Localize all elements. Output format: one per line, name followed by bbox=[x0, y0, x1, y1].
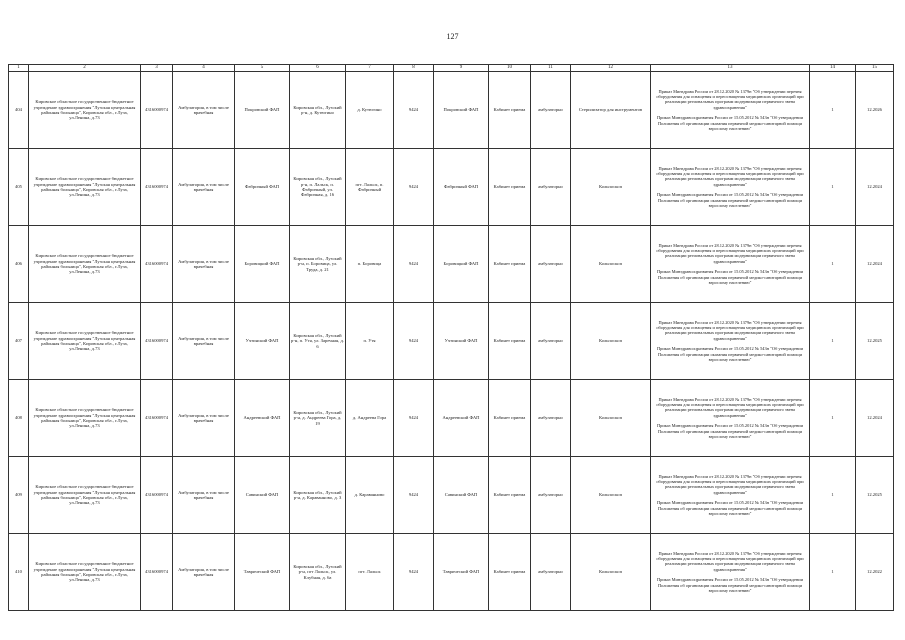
address-cell: Кировская обл., Лузский р-н, п. Утя, ул. Заречная, д. 6 bbox=[290, 303, 346, 380]
address-cell: Кировская обл., Лузский р-н, д. Андреева Гора, д. 19 bbox=[290, 380, 346, 457]
facility-type-cell: Амбулатория, в том числе врачебная bbox=[173, 534, 235, 611]
row-number: 406 bbox=[9, 226, 29, 303]
row-number: 408 bbox=[9, 380, 29, 457]
table-row bbox=[9, 149, 894, 226]
deadline-cell: 12.2022 bbox=[856, 534, 894, 611]
organization-cell: Кировское областное государственное бюджетное учреждение здравоохранения "Лузская центральная районная больница", Кировская обл., г.Луза, ул.Ленина, д.73 bbox=[29, 457, 141, 534]
inn-cell: 4316000974 bbox=[141, 149, 173, 226]
quantity-cell: 1 bbox=[810, 303, 856, 380]
inn-cell: 4316000974 bbox=[141, 226, 173, 303]
address-cell: Кировская обл., Лузский р-н, п. Лальск, п. Фабричный, ул. Фабричная, д. 16 bbox=[290, 149, 346, 226]
code-cell: 9424 bbox=[394, 380, 434, 457]
legal-basis-order-1379n: Приказ Минздрава России от 28.12.2020 № 1379н "Об утверждении перечня оборудования для оснащения и переоснащения медицинских организаций при реализации региональных программ модернизации первичного звена здравоохранения" bbox=[656, 88, 804, 110]
row-number: 410 bbox=[9, 534, 29, 611]
legal-basis-order-1379n: Приказ Минздрава России от 28.12.2020 № 1379н "Об утверждении перечня оборудования для оснащения и переоснащения медицинских организаций при реализации региональных программ модернизации первичного звена здравоохранения" bbox=[656, 165, 804, 187]
subunit-cell: Андреевский ФАП bbox=[434, 380, 489, 457]
column-header: 4 bbox=[173, 65, 235, 72]
organization-cell: Кировское областное государственное бюджетное учреждение здравоохранения "Лузская центральная районная больница", Кировская обл., г.Луза, ул.Ленина, д.73 bbox=[29, 303, 141, 380]
care-type-cell: амбулаторно bbox=[531, 226, 571, 303]
page-number: 127 bbox=[446, 32, 459, 41]
table-row bbox=[9, 303, 894, 380]
locality-cell: д. Андреева Гора bbox=[346, 380, 394, 457]
header-row bbox=[9, 65, 894, 72]
legal-basis-order-543n: Приказ Минздравсоцразвития России от 15.05.2012 № 543н "Об утверждении Положения об организации оказания первичной медико-санитарной помощи взрослому населению" bbox=[657, 500, 803, 516]
deadline-cell: 12.2025 bbox=[856, 457, 894, 534]
address-cell: Кировская обл., Лузский р-н, пгт Лальск, ул. Клубная, д. 6а bbox=[290, 534, 346, 611]
column-header: 10 bbox=[489, 65, 531, 72]
organization-cell: Кировское областное государственное бюджетное учреждение здравоохранения "Лузская центральная районная больница", Кировская обл., г.Луза, ул.Ленина, д.73 bbox=[29, 72, 141, 149]
column-header: 3 bbox=[141, 65, 173, 72]
facility-type-cell: Амбулатория, в том числе врачебная bbox=[173, 303, 235, 380]
legal-basis-cell bbox=[651, 534, 810, 611]
locality-cell: д. Кутюгино bbox=[346, 72, 394, 149]
row-number: 404 bbox=[9, 72, 29, 149]
facility-type-cell: Амбулатория, в том числе врачебная bbox=[173, 457, 235, 534]
unit-cell: Таврический ФАП bbox=[235, 534, 290, 611]
legal-basis-order-543n: Приказ Минздравсоцразвития России от 15.05.2012 № 543н "Об утверждении Положения об организации оказания первичной медико-санитарной помощи взрослому населению" bbox=[657, 423, 803, 439]
equipment-registry-table bbox=[8, 64, 894, 611]
locality-cell: п. Утя bbox=[346, 303, 394, 380]
legal-basis-cell bbox=[651, 226, 810, 303]
column-header: 8 bbox=[394, 65, 434, 72]
facility-type-cell: Амбулатория, в том числе врачебная bbox=[173, 149, 235, 226]
column-header: 1 bbox=[9, 65, 29, 72]
equipment-cell: Кольпоскоп bbox=[571, 149, 651, 226]
column-header: 15 bbox=[856, 65, 894, 72]
table-row bbox=[9, 72, 894, 149]
row-number: 407 bbox=[9, 303, 29, 380]
care-type-cell: амбулаторно bbox=[531, 303, 571, 380]
column-header: 11 bbox=[531, 65, 571, 72]
equipment-cell: Стерилизатор для инструментов bbox=[571, 72, 651, 149]
organization-cell: Кировское областное государственное бюджетное учреждение здравоохранения "Лузская центральная районная больница", Кировская обл., г.Луза, ул.Ленина, д.73 bbox=[29, 149, 141, 226]
legal-basis-order-1379n: Приказ Минздрава России от 28.12.2020 № 1379н "Об утверждении перечня оборудования для оснащения и переоснащения медицинских организаций при реализации региональных программ модернизации первичного звена здравоохранения" bbox=[656, 550, 804, 572]
column-header: 9 bbox=[434, 65, 489, 72]
column-header: 5 bbox=[235, 65, 290, 72]
care-type-cell: амбулаторно bbox=[531, 380, 571, 457]
room-cell: Кабинет приема bbox=[489, 457, 531, 534]
care-type-cell: амбулаторно bbox=[531, 149, 571, 226]
inn-cell: 4316000974 bbox=[141, 380, 173, 457]
unit-cell: Боровицкий ФАП bbox=[235, 226, 290, 303]
room-cell: Кабинет приема bbox=[489, 380, 531, 457]
column-header: 13 bbox=[651, 65, 810, 72]
subunit-cell: Савинский ФАП bbox=[434, 457, 489, 534]
care-type-cell: амбулаторно bbox=[531, 72, 571, 149]
locality-cell: пгт. Лальск bbox=[346, 534, 394, 611]
room-cell: Кабинет приема bbox=[489, 226, 531, 303]
column-header: 14 bbox=[810, 65, 856, 72]
quantity-cell: 1 bbox=[810, 149, 856, 226]
legal-basis-cell bbox=[651, 72, 810, 149]
inn-cell: 4316000974 bbox=[141, 72, 173, 149]
row-number: 409 bbox=[9, 457, 29, 534]
deadline-cell: 12.2024 bbox=[856, 149, 894, 226]
table-row bbox=[9, 226, 894, 303]
code-cell: 9424 bbox=[394, 72, 434, 149]
row-number: 405 bbox=[9, 149, 29, 226]
subunit-cell: Учтинский ФАП bbox=[434, 303, 489, 380]
unit-cell: Андреевский ФАП bbox=[235, 380, 290, 457]
care-type-cell: амбулаторно bbox=[531, 457, 571, 534]
subunit-cell: Покровский ФАП bbox=[434, 72, 489, 149]
deadline-cell: 12.2024 bbox=[856, 380, 894, 457]
address-cell: Кировская обл., Лузский р-н, д. Караванново, д. 3 bbox=[290, 457, 346, 534]
legal-basis-cell bbox=[651, 380, 810, 457]
legal-basis-order-543n: Приказ Минздравсоцразвития России от 15.05.2012 № 543н "Об утверждении Положения об организации оказания первичной медико-санитарной помощи взрослому населению" bbox=[657, 115, 803, 131]
equipment-cell: Кольпоскоп bbox=[571, 303, 651, 380]
legal-basis-order-543n: Приказ Минздравсоцразвития России от 15.05.2012 № 543н "Об утверждении Положения об организации оказания первичной медико-санитарной помощи взрослому населению" bbox=[657, 346, 803, 362]
legal-basis-order-543n: Приказ Минздравсоцразвития России от 15.05.2012 № 543н "Об утверждении Положения об организации оказания первичной медико-санитарной помощи взрослому населению" bbox=[657, 192, 803, 208]
subunit-cell: Боровицкий ФАП bbox=[434, 226, 489, 303]
quantity-cell: 1 bbox=[810, 457, 856, 534]
address-cell: Кировская обл., Лузский р-н, п. Боровица, ул. Труда, д. 21 bbox=[290, 226, 346, 303]
table-row bbox=[9, 457, 894, 534]
legal-basis-cell bbox=[651, 149, 810, 226]
equipment-cell: Кольпоскоп bbox=[571, 457, 651, 534]
inn-cell: 4316000974 bbox=[141, 534, 173, 611]
code-cell: 9424 bbox=[394, 149, 434, 226]
deadline-cell: 12.2025 bbox=[856, 303, 894, 380]
room-cell: Кабинет приема bbox=[489, 303, 531, 380]
organization-cell: Кировское областное государственное бюджетное учреждение здравоохранения "Лузская центральная районная больница", Кировская обл., г.Луза, ул.Ленина, д.73 bbox=[29, 534, 141, 611]
equipment-cell: Кольпоскоп bbox=[571, 534, 651, 611]
organization-cell: Кировское областное государственное бюджетное учреждение здравоохранения "Лузская центральная районная больница", Кировская обл., г.Луза, ул.Ленина, д.73 bbox=[29, 380, 141, 457]
legal-basis-order-1379n: Приказ Минздрава России от 28.12.2020 № 1379н "Об утверждении перечня оборудования для оснащения и переоснащения медицинских организаций при реализации региональных программ модернизации первичного звена здравоохранения" bbox=[656, 242, 804, 264]
care-type-cell: амбулаторно bbox=[531, 534, 571, 611]
quantity-cell: 1 bbox=[810, 72, 856, 149]
organization-cell: Кировское областное государственное бюджетное учреждение здравоохранения "Лузская центральная районная больница", Кировская обл., г.Луза, ул.Ленина, д.73 bbox=[29, 226, 141, 303]
room-cell: Кабинет приема bbox=[489, 149, 531, 226]
legal-basis-order-543n: Приказ Минздравсоцразвития России от 15.05.2012 № 543н "Об утверждении Положения об организации оказания первичной медико-санитарной помощи взрослому населению" bbox=[657, 269, 803, 285]
locality-cell: п. Боровица bbox=[346, 226, 394, 303]
unit-cell: Фабричный ФАП bbox=[235, 149, 290, 226]
column-header: 2 bbox=[29, 65, 141, 72]
code-cell: 9424 bbox=[394, 534, 434, 611]
unit-cell: Савинский ФАП bbox=[235, 457, 290, 534]
deadline-cell: 12.2026 bbox=[856, 72, 894, 149]
inn-cell: 4316000974 bbox=[141, 457, 173, 534]
quantity-cell: 1 bbox=[810, 380, 856, 457]
quantity-cell: 1 bbox=[810, 534, 856, 611]
room-cell: Кабинет приема bbox=[489, 72, 531, 149]
facility-type-cell: Амбулатория, в том числе врачебная bbox=[173, 226, 235, 303]
locality-cell: пгт. Лальск, п. Фабричный bbox=[346, 149, 394, 226]
equipment-cell: Кольпоскоп bbox=[571, 226, 651, 303]
legal-basis-cell bbox=[651, 457, 810, 534]
inn-cell: 4316000974 bbox=[141, 303, 173, 380]
legal-basis-order-1379n: Приказ Минздрава России от 28.12.2020 № 1379н "Об утверждении перечня оборудования для оснащения и переоснащения медицинских организаций при реализации региональных программ модернизации первичного звена здравоохранения" bbox=[656, 319, 804, 341]
column-header: 6 bbox=[290, 65, 346, 72]
table-row bbox=[9, 534, 894, 611]
room-cell: Кабинет приема bbox=[489, 534, 531, 611]
legal-basis-cell bbox=[651, 303, 810, 380]
address-cell: Кировская обл., Лузский р-н, д. Кутюгино bbox=[290, 72, 346, 149]
unit-cell: Покровский ФАП bbox=[235, 72, 290, 149]
subunit-cell: Таврический ФАП bbox=[434, 534, 489, 611]
deadline-cell: 12.2024 bbox=[856, 226, 894, 303]
table-row bbox=[9, 380, 894, 457]
facility-type-cell: Амбулатория, в том числе врачебная bbox=[173, 380, 235, 457]
column-header: 12 bbox=[571, 65, 651, 72]
legal-basis-order-1379n: Приказ Минздрава России от 28.12.2020 № 1379н "Об утверждении перечня оборудования для оснащения и переоснащения медицинских организаций при реализации региональных программ модернизации первичного звена здравоохранения" bbox=[656, 473, 804, 495]
subunit-cell: Фабричный ФАП bbox=[434, 149, 489, 226]
locality-cell: д. Караванново bbox=[346, 457, 394, 534]
code-cell: 9424 bbox=[394, 303, 434, 380]
unit-cell: Учтинский ФАП bbox=[235, 303, 290, 380]
quantity-cell: 1 bbox=[810, 226, 856, 303]
legal-basis-order-1379n: Приказ Минздрава России от 28.12.2020 № 1379н "Об утверждении перечня оборудования для оснащения и переоснащения медицинских организаций при реализации региональных программ модернизации первичного звена здравоохранения" bbox=[656, 396, 804, 418]
facility-type-cell: Амбулатория, в том числе врачебная bbox=[173, 72, 235, 149]
code-cell: 9424 bbox=[394, 226, 434, 303]
column-header: 7 bbox=[346, 65, 394, 72]
code-cell: 9424 bbox=[394, 457, 434, 534]
legal-basis-order-543n: Приказ Минздравсоцразвития России от 15.05.2012 № 543н "Об утверждении Положения об организации оказания первичной медико-санитарной помощи взрослому населению" bbox=[657, 577, 803, 593]
equipment-cell: Кольпоскоп bbox=[571, 380, 651, 457]
